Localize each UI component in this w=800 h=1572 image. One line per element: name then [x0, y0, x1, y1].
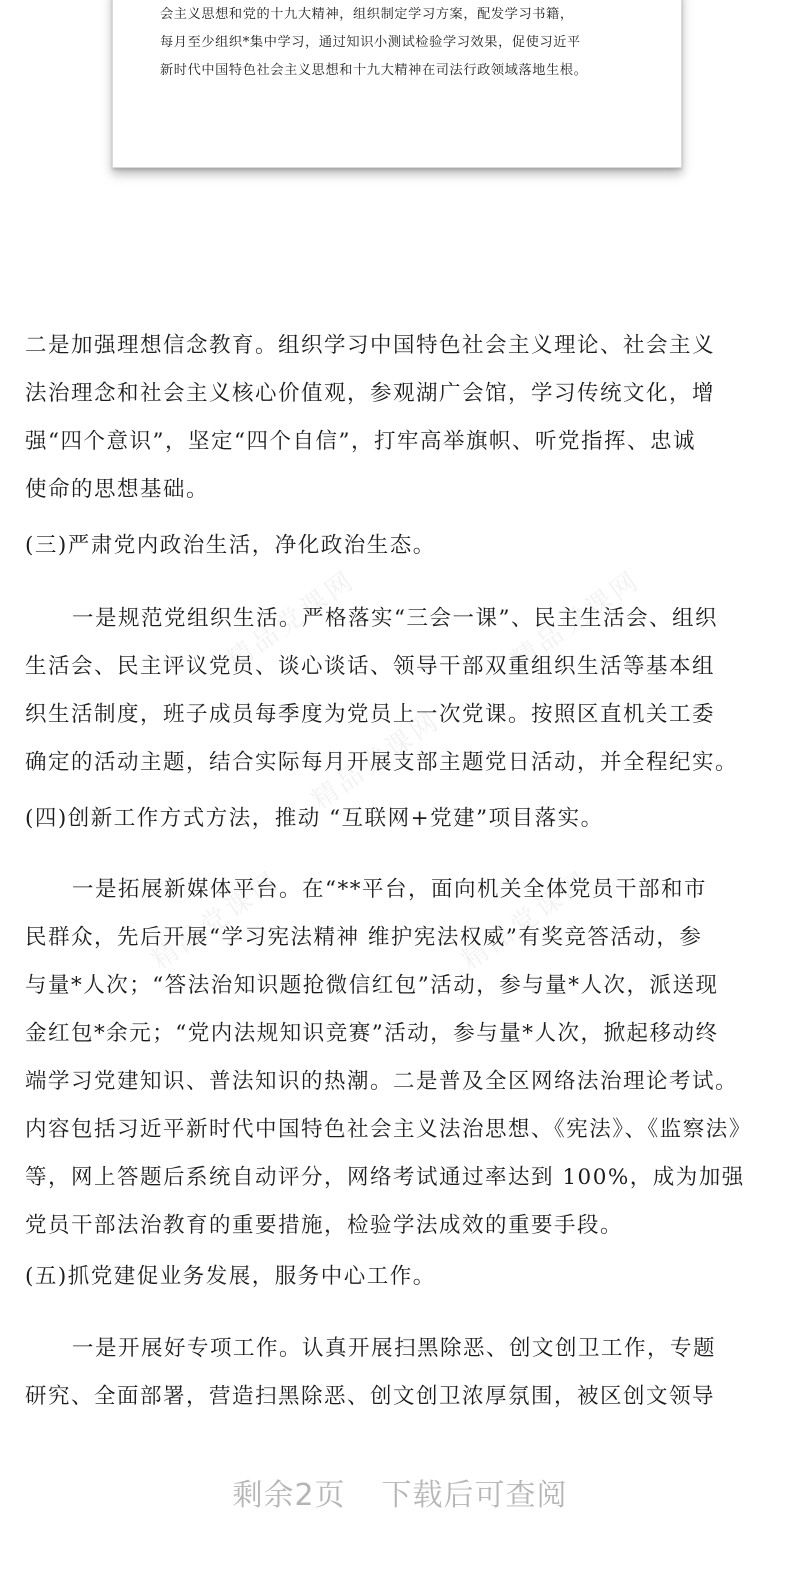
watermark: 精品党课网	[456, 865, 597, 976]
heading-text: (三)严肃党内政治生活，净化政治生态。	[25, 533, 436, 558]
watermark: 精品党课网	[506, 565, 647, 676]
text-line: 党员干部法治教育的重要措施，检验学法成效的重要手段。	[25, 1213, 624, 1238]
paragraph-party-organization-life	[25, 595, 775, 787]
text-line: 确定的活动主题，结合实际每月开展支部主题党日活动，并全程纪实。	[25, 750, 739, 775]
text-line: 二是加强理想信念教育。组织学习中国特色社会主义理论、社会主义	[25, 333, 716, 358]
text-line: 研究、全面部署，营造扫黑除恶、创文创卫浓厚氛围，被区创文领导	[25, 1384, 716, 1409]
previous-page-preview	[112, 0, 682, 168]
remaining-pages-text: 剩余2页	[232, 1478, 346, 1513]
preview-line: 会主义思想和党的十九大精神，组织制定学习方案，配发学习书籍，	[160, 7, 574, 22]
section-heading-4	[25, 795, 775, 843]
watermark: 精品党课网	[146, 865, 287, 976]
text-line: 一是开展好专项工作。认真开展扫黑除恶、创文创卫工作，专题	[72, 1336, 717, 1361]
download-prompt[interactable]	[0, 1470, 800, 1514]
heading-text: (四)创新工作方式方法，推动 “互联网+党建”项目落实。	[25, 806, 604, 831]
text-line: 法治理念和社会主义核心价值观，参观湖广会馆，学习传统文化，增	[25, 381, 716, 406]
text-line: 生活会、民主评议党员、谈心谈话、领导干部双重组织生活等基本组	[25, 654, 716, 679]
section-heading-5	[25, 1253, 775, 1301]
paragraph-ideals-education	[25, 322, 775, 514]
paragraph-new-media-platform	[25, 866, 775, 1250]
text-line: 等，网上答题后系统自动评分，网络考试通过率达到 100%，成为加强	[25, 1165, 745, 1190]
heading-text: (五)抓党建促业务发展，服务中心工作。	[25, 1264, 436, 1289]
paragraph-special-work	[25, 1325, 775, 1421]
text-line: 与量*人次；“答法治知识题抢微信红包”活动，参与量*人次，派送现	[25, 973, 719, 998]
text-line: 一是规范党组织生活。严格落实“三会一课”、民主生活会、组织	[72, 606, 718, 631]
preview-line: 新时代中国特色社会主义思想和十九大精神在司法行政领域落地生根。	[160, 63, 588, 78]
watermark: 精品党课网	[221, 565, 362, 676]
text-line: 强“四个意识”，坚定“四个自信”，打牢高举旗帜、听党指挥、忠诚	[25, 429, 696, 454]
text-line: 民群众，先后开展“学习宪法精神 维护宪法权威”有奖竞答活动，参	[25, 925, 703, 950]
watermark: 精品党课网	[306, 705, 447, 816]
text-line: 金红包*余元；“党内法规知识竞赛”活动，参与量*人次，掀起移动终	[25, 1021, 719, 1046]
text-line: 一是拓展新媒体平台。在“**平台，面向机关全体党员干部和市	[72, 877, 707, 902]
text-line: 织生活制度，班子成员每季度为党员上一次党课。按照区直机关工委	[25, 702, 716, 727]
preview-line: 每月至少组织*集中学习，通过知识小测试检验学习效果，促使习近平	[160, 35, 581, 50]
section-heading-3	[25, 522, 775, 570]
text-line: 使命的思想基础。	[25, 477, 210, 502]
text-line: 内容包括习近平新时代中国特色社会主义法治思想、《宪法》、《监察法》	[25, 1117, 752, 1142]
text-line: 端学习党建知识、普法知识的热潮。二是普及全区网络法治理论考试。	[25, 1069, 739, 1094]
download-to-view-link[interactable]: 下载后可查阅	[381, 1478, 568, 1513]
